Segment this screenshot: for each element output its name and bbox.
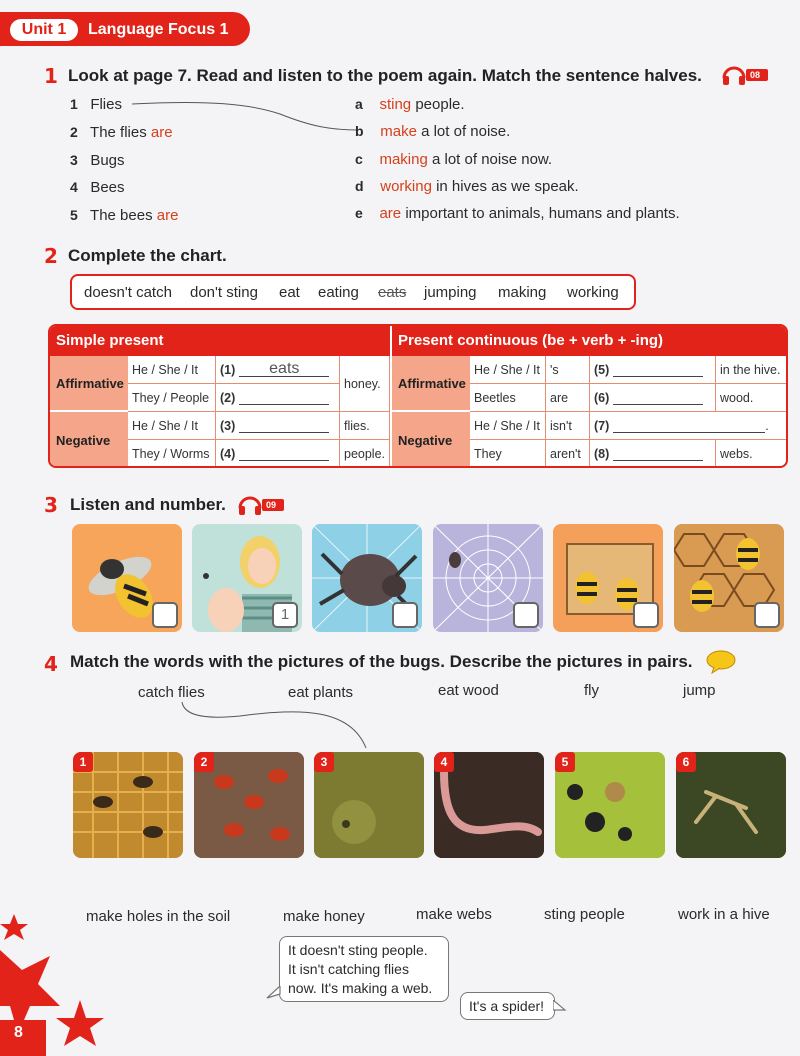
headphones-icon bbox=[238, 492, 284, 516]
answer-cell-7[interactable]: (7) . bbox=[590, 412, 788, 440]
exercise-1-instruction: Look at page 7. Read and listen to the poem again. Match the sentence halves. bbox=[68, 66, 702, 85]
picture-spider-web bbox=[312, 524, 422, 632]
word-item: doesn't catch bbox=[84, 284, 172, 301]
answer-box[interactable] bbox=[152, 602, 178, 628]
track-number: 08 bbox=[750, 70, 761, 80]
bubble-tail bbox=[553, 1000, 567, 1014]
picture-number: 2 bbox=[194, 752, 214, 772]
picture-girl-stung bbox=[192, 524, 302, 632]
aux-cell: aren't bbox=[546, 440, 590, 468]
match-right-d: d working in hives as we speak. bbox=[355, 178, 579, 195]
word-jump: jump bbox=[683, 682, 716, 699]
aux-cell: isn't bbox=[546, 412, 590, 440]
audio-track-08[interactable] bbox=[722, 62, 768, 86]
object-cell: wood. bbox=[716, 384, 788, 412]
picture-web bbox=[433, 524, 543, 632]
negative-label: Negative bbox=[392, 412, 470, 468]
exercise-1-number: 1 bbox=[44, 64, 58, 88]
word-item: making bbox=[498, 284, 547, 301]
subject-cell: They bbox=[470, 440, 546, 468]
word-make-honey: make honey bbox=[283, 908, 365, 925]
photo-worm-soil bbox=[434, 752, 544, 858]
track-number: 09 bbox=[266, 500, 277, 510]
word-eat-wood: eat wood bbox=[438, 682, 499, 699]
answer-box[interactable] bbox=[754, 602, 780, 628]
photo-beetles bbox=[194, 752, 304, 858]
word-item: working bbox=[567, 284, 619, 301]
object-cell: webs. bbox=[716, 440, 788, 468]
exercise-4-instruction: Match the words with the pictures of the bugs. Describe the pictures in pairs. bbox=[70, 652, 693, 671]
word-item: jumping bbox=[424, 284, 477, 301]
present-continuous-header: Present continuous (be + verb + -ing) bbox=[392, 326, 788, 356]
subject-cell: They / People bbox=[128, 384, 216, 412]
word-item: don't sting bbox=[190, 284, 258, 301]
sentence-end: . bbox=[765, 418, 769, 433]
answer-cell-4[interactable]: (4) bbox=[216, 440, 340, 468]
subject-cell: He / She / It bbox=[128, 412, 216, 440]
exercise-4-number: 4 bbox=[44, 652, 58, 676]
object-cell: people. bbox=[340, 440, 390, 468]
match-left-2: 2 The flies are bbox=[70, 124, 173, 141]
photo-snail-leaf bbox=[555, 752, 665, 858]
headphones-icon bbox=[722, 62, 768, 86]
answer-box[interactable]: 1 bbox=[272, 602, 298, 628]
object-cell: flies. bbox=[340, 412, 390, 440]
bubble-line: It isn't catching flies bbox=[288, 961, 409, 977]
answer-cell-8[interactable]: (8) bbox=[590, 440, 716, 468]
answer-cell-3[interactable]: (3) bbox=[216, 412, 340, 440]
word-item: eat bbox=[279, 284, 300, 301]
speech-bubble-2: It's a spider! bbox=[460, 992, 555, 1020]
photo-grasshopper bbox=[676, 752, 786, 858]
exercise-2-number: 2 bbox=[44, 244, 58, 268]
bubble-line: It doesn't sting people. bbox=[288, 942, 428, 958]
bubble-line: now. It's making a web. bbox=[288, 980, 433, 996]
aux-cell: are bbox=[546, 384, 590, 412]
speech-bubble-1 bbox=[279, 936, 449, 1002]
answer-cell-6[interactable]: (6) bbox=[590, 384, 716, 412]
affirmative-label: Affirmative bbox=[50, 356, 128, 412]
negative-label: Negative bbox=[50, 412, 128, 468]
word-fly: fly bbox=[584, 682, 599, 699]
object-cell: honey. bbox=[340, 356, 390, 412]
match-right-b: b make a lot of noise. bbox=[355, 123, 511, 140]
speech-bubble-icon bbox=[706, 650, 736, 674]
picture-number: 6 bbox=[676, 752, 696, 772]
word-catch-flies: catch flies bbox=[138, 684, 205, 701]
subject-cell: They / Worms bbox=[128, 440, 216, 468]
affirmative-label: Affirmative bbox=[392, 356, 470, 412]
answer-cell-2[interactable]: (2) bbox=[216, 384, 340, 412]
word-item-crossed: eats bbox=[378, 284, 407, 301]
picture-bees-hive bbox=[674, 524, 784, 632]
subject-cell: He / She / It bbox=[470, 356, 546, 384]
section-title: Language Focus 1 bbox=[88, 21, 229, 38]
answer-box[interactable] bbox=[633, 602, 659, 628]
word-box bbox=[70, 274, 636, 310]
word-item: eating bbox=[318, 284, 359, 301]
picture-wasp bbox=[72, 524, 182, 632]
simple-present-header: Simple present bbox=[50, 326, 390, 356]
photo-bees-honeycomb bbox=[73, 752, 183, 858]
match-right-c: c making a lot of noise now. bbox=[355, 151, 553, 168]
subject-cell: He / She / It bbox=[470, 412, 546, 440]
filled-answer: eats bbox=[239, 363, 329, 377]
word-make-holes: make holes in the soil bbox=[86, 908, 231, 925]
answer-cell-1: (1) eats bbox=[216, 356, 340, 384]
answer-cell-5[interactable]: (5) bbox=[590, 356, 716, 384]
picture-number: 1 bbox=[73, 752, 93, 772]
photo-spider-web bbox=[314, 752, 424, 858]
word-make-webs: make webs bbox=[416, 906, 492, 923]
grammar-chart bbox=[48, 324, 788, 468]
match-right-e: e are important to animals, humans and plants. bbox=[355, 205, 680, 222]
word-work-in-hive: work in a hive bbox=[678, 906, 770, 923]
page-number: 8 bbox=[14, 1024, 23, 1041]
picture-number: 5 bbox=[555, 752, 575, 772]
unit-badge: Unit 1 bbox=[10, 19, 78, 41]
match-left-1: 1 Flies bbox=[70, 96, 122, 113]
exercise-2-instruction: Complete the chart. bbox=[68, 246, 227, 265]
subject-cell: Beetles bbox=[470, 384, 546, 412]
exercise-3-instruction: Listen and number. bbox=[70, 495, 226, 514]
subject-cell: He / She / It bbox=[128, 356, 216, 384]
answer-box[interactable] bbox=[513, 602, 539, 628]
audio-track-09[interactable] bbox=[238, 492, 284, 516]
picture-number: 3 bbox=[314, 752, 334, 772]
aux-cell: 's bbox=[546, 356, 590, 384]
match-left-5: 5 The bees are bbox=[70, 207, 179, 224]
object-cell: in the hive. bbox=[716, 356, 788, 384]
word-sting-people: sting people bbox=[544, 906, 625, 923]
picture-bees-box bbox=[553, 524, 663, 632]
match-line-example-2 bbox=[180, 700, 380, 752]
match-left-3: 3 Bugs bbox=[70, 152, 125, 169]
match-right-a: a sting people. bbox=[355, 96, 465, 113]
bubble-tail bbox=[266, 986, 282, 1000]
match-line-example bbox=[130, 100, 360, 140]
picture-number: 4 bbox=[434, 752, 454, 772]
answer-box[interactable] bbox=[392, 602, 418, 628]
word-eat-plants: eat plants bbox=[288, 684, 354, 701]
exercise-3-number: 3 bbox=[44, 493, 58, 517]
match-left-4: 4 Bees bbox=[70, 179, 125, 196]
